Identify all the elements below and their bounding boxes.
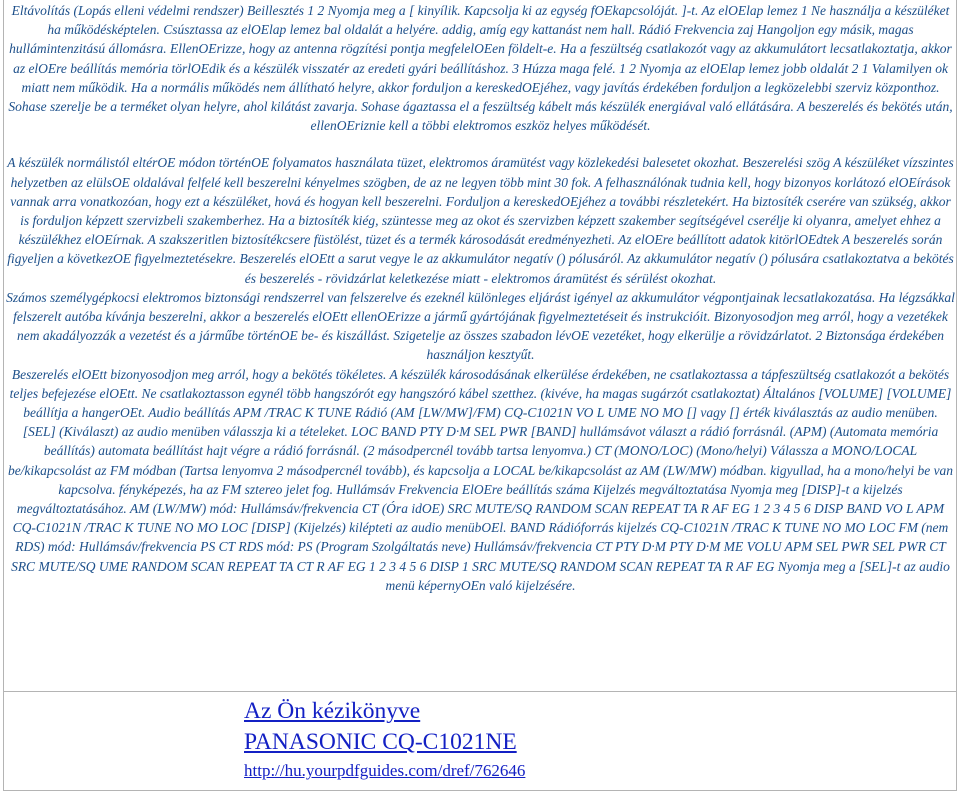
paragraph-installation: Eltávolítás (Lopás elleni védelmi rendszer) Beillesztés 1 2 Nyomja meg a [ kinyílik. Kapcsolja ki az egység fOEkapcsolóját. ]-t. Az elOElap lemez 1 Ne használja a készüléket ha működésképtelen. Csúsztassa az elOElap lemez bal oldalát a helyére. addig, amíg egy kattanást nem hall. Rádió Frekvencia zaj Hangoljon egy másik, magas hullámintenzitású állomásra. EllenOErizze, hogy az antenna rögzítési pontja megfelelOEen földelt-e. Ha a feszültség csatlakozót vagy az akkumulátort lecsatlakoztatja, akkor az elOEre beállítás memória törlOEdik és a készülék visszatér az eredeti gyári beállításhoz. 3 Húzza maga felé. 1 2 Nyomja az elOElap lemez jobb oldalát 2 1 Valamilyen ok miatt nem működik. Ha a normális működés nem állítható helyre, akkor forduljon a kereskedOEjéhez, vagy javítás érdekében forduljon a legközelebbi szerviz központhoz. Sohase szerelje be a terméket olyan helyre, ahol kilátást zavarja. Sohase ágaztassa el a feszültség kábelt más készülék energiával való ellátására. A beszerelés és bekötés után, ellenOEriznie kell a többi elektromos eszköz helyes működését. (8, 3, 953, 134)
paragraph-airbag: Számos személygépkocsi elektromos biztonsági rendszerrel van felszerelve és ezeknél különleges eljárást igényel az akkumulátor végpontjainak lecsatlakozatása. Ha légzsákkal felszerelt autóba kívánja beszerelni, akkor a beszerelés elOEtt ellenOErizze a jármű gyártójának figyelmeztetéseit és instrukcióit. Bizonyosodjon meg arról, hogy a vezetékek nem akadályozzák a vezetést és a járműbe történOE be- és kiszállást. Szigetelje az összes szabadon lévOE vezetéket, hogy elkerülje a rövidzárlatot. 2 Biztonsága érdekében használjon kesztyűt. (6, 289, 955, 363)
paragraph-wiring: Beszerelés elOEtt bizonyosodjon meg arról, hogy a bekötés tökéletes. A készülék károsodásának elkerülése érdekében, ne csatlakoztassa a tápfeszültség csatlakozót a bekötés teljes befejezése elOEtt. Ne csatlakoztasson egynél több hangszórót egy hangszóró kábel szetthez. (kivéve, ha magas sugárzót csatlakoztat) Általános [VOLUME] [VOLUME] beállítja a hangerOEt. Audio beállítás APM /TRAC K TUNE Rádió (AM [LW/MW]/FM) CQ-C1021N VO L UME NO MO [] vagy [] érték kiválasztás az audio menüben. (9, 366, 952, 421)
manual-text (6, 1, 955, 595)
guide-title-link[interactable]: Az Ön kézikönyve (244, 698, 421, 724)
footer-divider (3, 691, 957, 692)
paragraph-controls: [SEL] (Kiválaszt) az audio menüben válasszja ki a tételeket. LOC BAND PTY D·M SEL PWR [BAND] hullámsávot választ a rádió forrásnál. (APM) (Automata memória beállítás) automata beállítást hajt végre a rádió forrásnál. (2 másodpercnél tovább tartsa lenyomva.) CT (MONO/LOC) (Mono/helyi) Válassza a MONO/LOCAL be/kikapcsolást az FM módban (Tartsa lenyomva 2 másodpercnél tovább), és kapcsolja a LOCAL be/kikapcsolást az AM (LW/MW) módban. kigyullad, ha a mono/helyi be van kapcsolva. fényképezés, ha az FM sztereo jelet fog. Hullámsáv Frekvencia ElOEre beállítás száma Kijelzés megváltoztatása Nyomja meg [DISP]-t a kijelzés megváltoztatásához. AM (LW/MW) mód: Hullámsáv/frekvencia CT (Óra idOE) SRC MUTE/SQ RANDOM SCAN REPEAT TA R AF EG 1 2 3 4 5 6 DISP BAND VO L APM CQ-C1021N /TRAC K TUNE NO MO LOC [DISP] (Kijelzés) kilépteti az audio menübOEl. BAND Rádióforrás kijelzés CQ-C1021N /TRAC K TUNE NO MO LOC FM (nem RDS) mód: Hullámsáv/frekvencia PS CT RDS mód: PS (Program Szolgáltatás neve) Hullámsáv/frekvencia CT PTY D·M PTY D·M ME VOLU APM SEL PWR SEL PWR CT SRC MUTE/SQ UME RANDOM SCAN REPEAT TA CT R AF EG 1 2 3 4 5 6 DISP 1 SRC MUTE/SQ RANDOM SCAN REPEAT TA R AF EG Nyomja meg a [SEL]-t az audio menü képernyOEn való kijelzésére. (7, 424, 954, 593)
paragraph-safety: A készülék normálistól eltérOE módon történOE folyamatos használata tüzet, elektromos áramütést vagy közlekedési balesetet okozhat. Beszerelési szög A készüléket vízszintes helyzetben az elülsOE oldalával felfelé kell beszerelni kényelmes szögben, de az ne legyen több mint 30 fok. A felhasználónak tudnia kell, hogy bizonyos korlátozó elOEírások vannak arra vonatkozóan, hogy ezt a készüléket, hová és hogyan kell beszerelni. Forduljon a kereskedOEjéhez a további részletekért. Ha biztosíték cserére van szükség, akkor is forduljon képzett szervizbeli szakemberhez. Ha a biztosíték kiég, szüntesse meg az okot és szervizben képzett szakember segítségével cserélje ki olyanra, amelyet ehhez a készülékhez elOEírnak. A szakszeritlen biztosítékcsere füstölést, tüzet és a termék károsodását eredményezheti. Az elOEre beállított adatok kitörlOEdtek A beszerelés során figyeljen a következOE figyelmeztetésekre. Beszerelés elOEtt a sarut vegye le az akkumulátor negatív () pólusáról. Az akkumulátor negatív () pólusára csatlakoztatva a bekötés és beszerelés - rövidzárlat keletkezése miatt - elektromos áramütést és sérülést okozhat. (7, 155, 954, 286)
product-name-link[interactable]: PANASONIC CQ-C1021NE (244, 729, 517, 755)
guide-link-block (244, 696, 664, 784)
guide-url-link[interactable]: http://hu.yourpdfguides.com/dref/762646 (244, 761, 526, 780)
